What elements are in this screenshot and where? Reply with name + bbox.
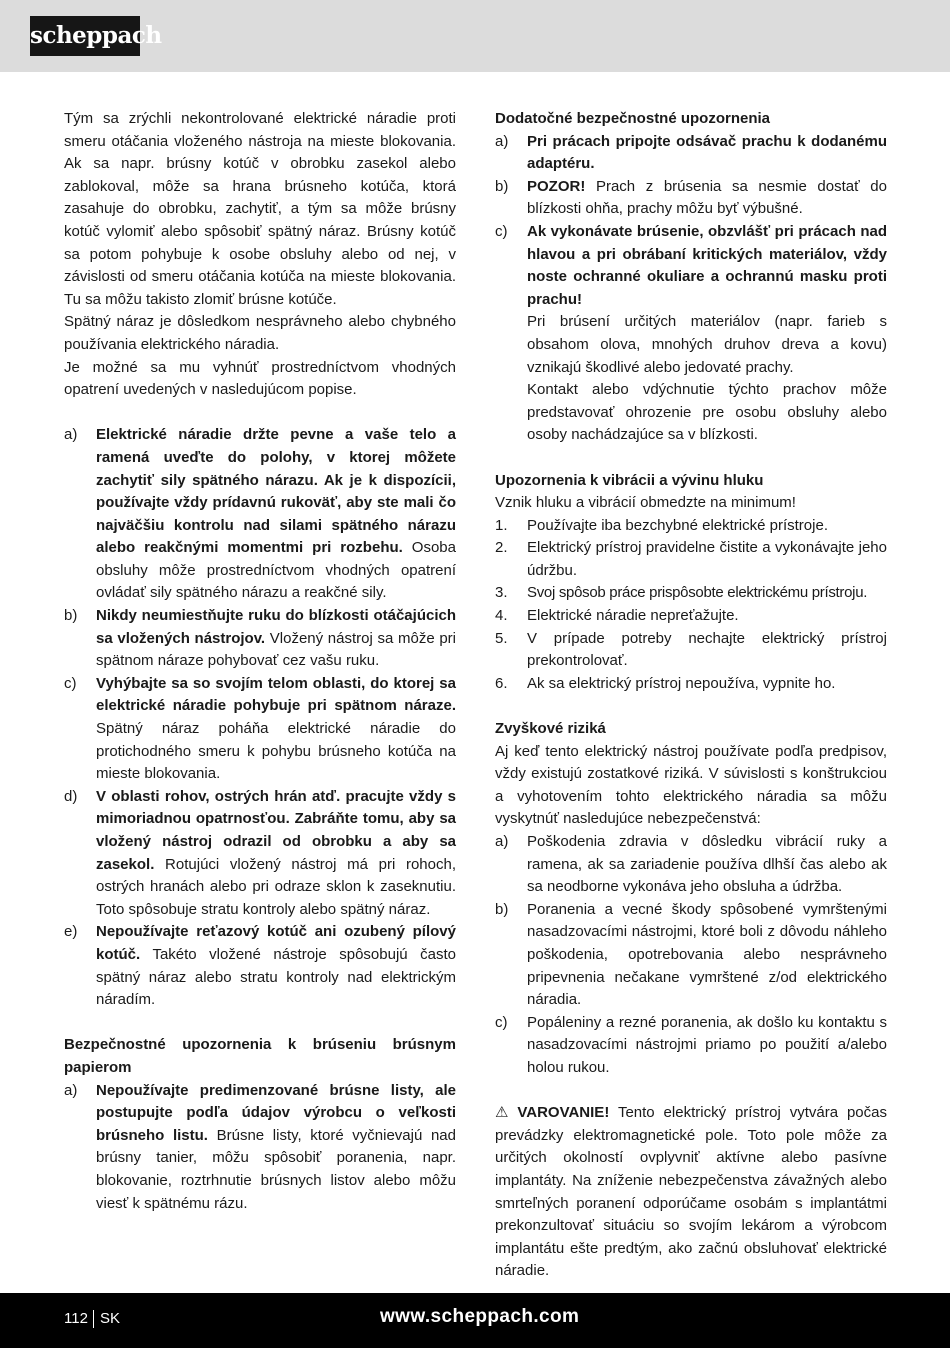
item-text: Svoj spôsob práce prispôsobte elektrickému prístroju. — [527, 584, 868, 602]
list-marker: e) — [64, 923, 78, 941]
item-text: Osoba obsluhy môže prostredníctvom vhodných opatrení ovládať sily spätného nárazu a reakčné sily. — [96, 539, 456, 602]
item-text: Popáleniny a rezné poranenia, ak došlo ku kontaktu s nasadzovacími nástrojmi priamo po použití a/alebo holou rukou. — [527, 1013, 887, 1076]
item-text: Pri brúsení určitých materiálov (napr. farieb s obsahom olova, mnohých druhov dreva a kovu) vznikajú škodlivé alebo jedovaté prachy. — [527, 313, 887, 376]
list-item — [495, 673, 887, 696]
list-item — [495, 537, 887, 582]
item-text: Elektrické náradie nepreťažujte. — [527, 607, 739, 625]
list-marker: 5. — [495, 629, 508, 647]
list-item — [64, 424, 456, 605]
item-text: Spätný náraz poháňa elektrické náradie do protichodného smeru k pohybu brúsneho kotúča na mieste blokovania. — [96, 720, 456, 783]
list-marker: b) — [495, 900, 509, 918]
item-text: Elektrický prístroj pravidelne čistite a vykonávajte jeho údržbu. — [527, 539, 887, 579]
item-text: Používajte iba bezchybné elektrické prístroje. — [527, 516, 828, 534]
list-item — [495, 582, 887, 605]
list-item — [64, 673, 456, 786]
page-number: 112 — [64, 1310, 88, 1327]
list-item — [495, 176, 887, 221]
list-item — [64, 786, 456, 922]
list-marker: a) — [64, 426, 78, 444]
website-url: www.scheppach.com — [380, 1306, 580, 1327]
list-item — [495, 831, 887, 899]
list-item — [495, 899, 887, 1012]
item-bold-text: Nikdy neumiestňujte ruku do blízkosti otáčajúcich sa vložených nástrojov. — [96, 607, 456, 647]
item-text: Prach z brúsenia sa nesmie dostať do blízkosti ohňa, prachy môžu byť výbušné. — [527, 177, 887, 218]
footer-bar — [0, 1293, 950, 1348]
list-marker: 3. — [495, 584, 508, 602]
paragraph-kickback-intro: Tým sa zrýchli nekontrolované elektrické náradie proti smeru otáčania vloženého nástroja na mieste blokovania. Ak sa napr. brúsny kotúč v obrobku zasekol alebo zablokoval, môže sa hrana brúsneho kotúča, ktorá zasahuje do obrobku, zachytiť, a tým sa môže brúsny kotúč vylomiť alebo spôsobiť spätný náraz. Brúsny kotúč sa potom pohybuje k osobe obsluhy alebo od nej, v závislosti od smeru otáčania kotúča na mieste blokovania. Tu sa môžu takisto zlomiť brúsne kotúče. — [64, 110, 456, 308]
header-band — [0, 0, 950, 72]
list-marker: 1. — [495, 516, 508, 534]
item-text: Takéto vložené nástroje spôsobujú často spätný náraz alebo stratu kontroly nad elektrickým náradím. — [96, 945, 456, 1009]
list-item — [495, 515, 887, 538]
list-marker: 4. — [495, 607, 508, 625]
list-marker: a) — [495, 132, 509, 150]
item-text: Poškodenia zdravia v dôsledku vibrácií ruky a ramena, ak sa zariadenie používa dlhší čas alebo ak sa neodborne vykonáva jeho obsluha a údržba. — [527, 833, 887, 896]
footer-separator — [93, 1310, 94, 1328]
left-column — [64, 108, 456, 1215]
item-bold-text: Pri prácach pripojte odsávač prachu k dodanému adaptéru. — [527, 132, 887, 173]
warning-block — [495, 1102, 887, 1283]
section-heading-vibration-noise: Upozornenia k vibrácii a vývinu hluku — [495, 471, 764, 489]
item-bold-text: Ak vykonávate brúsenie, obzvlášť pri prácach nad hlavou a pri obrábaní kritických materiálov, vždy noste ochranné okuliare a ochrannú masku proti prachu! — [527, 222, 887, 308]
list-item — [495, 131, 887, 176]
list-item — [495, 628, 887, 673]
list-item — [64, 921, 456, 1011]
list-marker: 6. — [495, 674, 508, 692]
item-text: V prípade potreby nechajte elektrický prístroj prekontrolovať. — [527, 629, 887, 670]
language-code: SK — [100, 1310, 121, 1327]
section-intro: Aj keď tento elektrický nástroj používate podľa predpisov, vždy existujú zostatkové riziká. V súvislosti s konštrukciou a vyhotovením tohto elektrického náradia sa môžu vyskytnúť nasledujúce nebezpečenstvá: — [495, 742, 887, 828]
list-marker: a) — [495, 833, 509, 850]
list-item — [495, 221, 887, 447]
list-marker: 2. — [495, 539, 508, 557]
list-marker: c) — [64, 674, 77, 692]
section-heading-additional-safety: Dodatočné bezpečnostné upozornenia — [495, 110, 771, 127]
item-bold-text: Nepoužívajte predimenzované brúsne listy, ale postupujte podľa údajov výrobcu o veľkosti brúsneho listu. — [96, 1081, 456, 1144]
item-text: Vložený nástroj sa môže pri spätnom náraze pohybovať cez vašu ruku. — [96, 629, 457, 670]
brand-logo: scheppach — [30, 16, 140, 56]
item-text: Ak sa elektrický prístroj nepoužíva, vypnite ho. — [527, 674, 836, 692]
item-bold-text: V oblasti rohov, ostrých hrán atď. pracujte vždy s mimoriadnou opatrnosťou. Zabráňte tomu, aby sa vložený nástroj odrazil od obrobku a aby sa zasekol. — [96, 787, 456, 873]
item-text: Brúsne listy, ktoré vyčnievajú nad brúsny tanier, môžu spôsobiť poranenia, napr. blokovanie, roztrhnutie brúsnych listov alebo môžu viesť k spätnému rázu. — [96, 1126, 456, 1212]
section-intro: Vznik hluku a vibrácií obmedzte na minimum! — [495, 494, 796, 512]
list-item — [495, 1012, 887, 1080]
item-bold-text: Elektrické náradie držte pevne a vaše telo a ramená uveďte do polohy, v ktorej môžete zachytiť sily spätného nárazu. Ak je k dispozícii, používajte vždy prídavnú rukoväť, aby ste mali čo najväčšiu kontrolu nad silami spätného nárazu alebo reakčnými momentmi pri rozbehu. — [96, 426, 456, 557]
list-item — [495, 605, 887, 628]
list-item — [64, 605, 456, 673]
list-marker: b) — [64, 607, 78, 625]
warning-label: VAROVANIE! — [517, 1104, 610, 1122]
item-text: Poranenia a vecné škody spôsobené vymrštenými nasadzovacími nástrojmi, ktoré boli z dôvodu náhleho poškodenia, opotrebovania alebo nesprávneho pripevnenia nečakane vymrštené z/od elektrického náradia. — [527, 900, 887, 1009]
list-marker: a) — [64, 1081, 78, 1099]
section-heading-residual-risks: Zvyškové riziká — [495, 720, 606, 738]
paragraph-kickback-cause: Spätný náraz je dôsledkom nesprávneho alebo chybného používania elektrického náradia. — [64, 313, 456, 353]
item-text: Rotujúci vložený nástroj má pri rohoch, ostrých hranách alebo pri odraze sklon k zaseknutiu. Toto spôsobuje stratu kontroly alebo spätný náraz. — [96, 855, 456, 918]
paragraph-kickback-prevention: Je možné sa mu vyhnúť prostredníctvom vhodných opatrení uvedených v nasledujúcom popise. — [64, 358, 456, 399]
item-bold-text: POZOR! — [527, 177, 586, 195]
list-marker: b) — [495, 177, 509, 195]
list-item — [64, 1080, 456, 1216]
item-bold-text: Vyhýbajte sa so svojím telom oblasti, do ktorej sa elektrické náradie pohybuje pri spätnom náraze. — [96, 674, 456, 715]
item-text: Kontakt alebo vdýchnutie týchto prachov môže predstavovať ohrozenie pre osobu obsluhy alebo osoby nachádzajúce sa v blízkosti. — [527, 381, 887, 444]
section-heading-sanding-paper: Bezpečnostné upozornenia k brúseniu brúsnym papierom — [64, 1036, 456, 1076]
list-marker: c) — [495, 1013, 508, 1031]
warning-text: Tento elektrický prístroj vytvára počas prevádzky elektromagnetické pole. Toto pole môže za určitých okolností ovplyvniť aktívne alebo pasívne implantáty. Na zníženie nebezpečenstva závažných alebo smrteľných poranení odporúčame osobám s implantátmi prekonzultovať situáciu so svojím lekárom a výrobcom implantátu ešte predtým, ako začnú obsluhovať elektrické náradie. — [495, 1104, 887, 1280]
item-bold-text: Nepoužívajte reťazový kotúč ani ozubený pílový kotúč. — [96, 923, 456, 963]
list-marker: d) — [64, 787, 78, 805]
warning-triangle-icon: ⚠ — [495, 1104, 509, 1122]
list-marker: c) — [495, 222, 508, 240]
right-column — [495, 108, 887, 1283]
